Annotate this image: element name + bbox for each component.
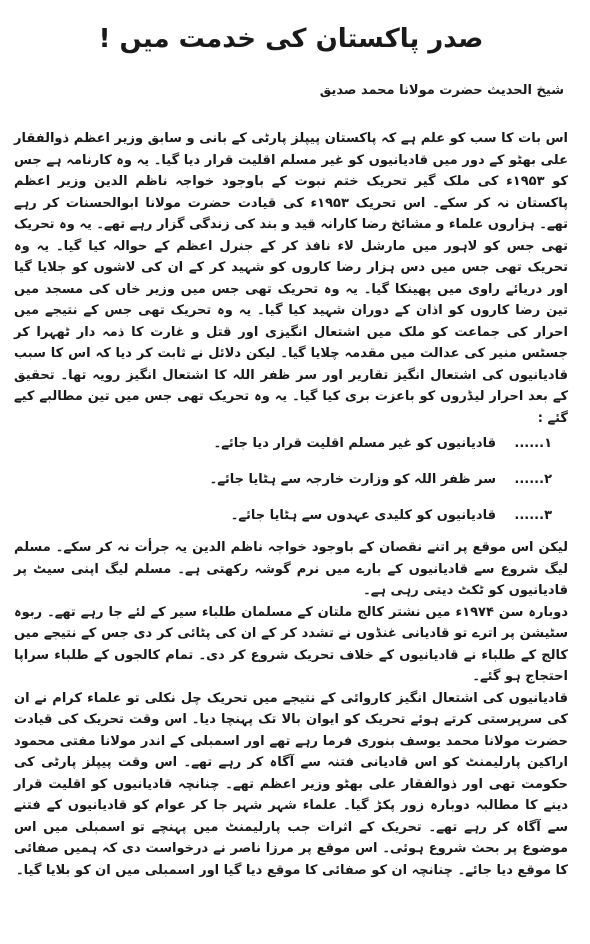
demand-item xyxy=(14,465,568,501)
demand-text: سر ظفر اللہ کو وزارت خارجہ سے ہٹایا جائے۔ xyxy=(209,472,496,487)
demand-number: ۳...... xyxy=(514,508,552,523)
demand-text: قادیانیوں کو غیر مسلم اقلیت قرار دیا جائے۔ xyxy=(213,436,496,451)
demand-number: ۲...... xyxy=(514,472,552,487)
demand-item xyxy=(14,501,568,537)
paragraph-intro: اس بات کا سب کو علم ہے کہ پاکستان پیپلز پارٹی کے بانی و سابق وزیر اعظم ذوالفقار علی بھٹو کے دور میں قادیانیوں کو غیر مسلم اقلیت قرار دیا گیا۔ یہ وہ کارنامہ ہے جس کو ۱۹۵۳ء کی ملک گیر تحریک ختم نبوت کے باوجود خواجہ ناظم الدین وزیر اعظم پاکستان نہ کر سکے۔ اس تحریک ۱۹۵۳ء کی قیادت حضرت مولانا ابوالحسنات کر رہے تھے۔ ہزاروں علماء و مشائخ رضا کارانہ قید و بند کی زندگی گزار رہے تھے۔ یہ وہ تحریک تھی جس کو لاہور میں مارشل لاء نافذ کر کے جنرل اعظم کے حوالہ کیا گیا۔ یہ وہ تحریک تھی جس میں دس ہزار رضا کاروں کو شہید کر کے ان کی لاشوں کو جلایا گیا اور دریائے راوی میں پھینکا گیا۔ یہ وہ تحریک تھی جس میں وزیر خاں کی مسجد میں تین رضا کاروں کو اذان کے دوران شہید کیا گیا۔ یہ وہ تحریک تھی جس کے نتیجے میں احرار کی جماعت کو ملک میں اشتعال انگیزی اور قتل و غارت کا ذمہ دار ٹھہرا کر جسٹس منیر کی عدالت میں مقدمہ چلایا گیا۔ لیکن دلائل نے ثابت کر دیا کہ اس کا سبب قادیانیوں کی اشتعال انگیز تقاریر اور سر ظفر اللہ کا اشتعال انگیز رویہ تھا۔ تحقیق کے بعد احرار لیڈروں کو باعزت بری کیا گیا۔ یہ وہ تحریک تھی جس میں تین مطالبے کیے گئے : xyxy=(14,131,568,426)
demand-item xyxy=(14,429,568,465)
paragraph-assembly: قادیانیوں کی اشتعال انگیز کاروائی کے نتیجے میں تحریک چل نکلی تو علماء کرام نے ان کی سرپرستی کرتے ہوئے تحریک کو ایوان بالا تک پہنچا دیا۔ اس وقت تحریک کی قیادت حضرت مولانا محمد یوسف بنوری فرما رہے تھے اور اسمبلی کے اندر مولانا مفتی محمود اراکین پارلیمنٹ کو اس قادیانی فتنہ سے آگاہ کر رہے تھے۔ اس وقت پیپلز پارٹی کی حکومت تھی اور ذوالفقار علی بھٹو وزیر اعظم تھے۔ چنانچہ قادیانیوں کو اقلیت قرار دینے کا مطالبہ دوبارہ زور پکڑ گیا۔ علماء شہر شہر جا کر عوام کو قادیانیوں کے فتنے سے آگاہ کر رہے تھے۔ تحریک کے اثرات جب پارلیمنٹ میں پہنچے تو اسمبلی میں اس موضوع پر بحث شروع ہوئی۔ اس موقع پر مرزا ناصر نے درخواست دی کہ ہمیں صفائی کا موقع دیا جائے۔ چنانچہ ان کو صفائی کا موقع دیا گیا اور اسمبلی میں ان کو بلایا گیا۔ xyxy=(14,690,568,878)
page-title: صدر پاکستان کی خدمت میں ! xyxy=(98,24,484,54)
demand-number: ۱...... xyxy=(514,436,552,451)
demands-list xyxy=(14,429,568,537)
paragraph-muslim-league: لیکن اس موقع پر اتنے نقصان کے باوجود خواجہ ناظم الدین یہ جرأت نہ کر سکے۔ مسلم لیگ شروع سے قادیانیوں کے بارے میں نرم گوشہ رکھتی ہے۔ مسلم لیگ اپنی سیٹ پر قادیانیوں کو ٹکٹ دیتی رہی ہے۔ xyxy=(14,540,568,598)
author-byline: شیخ الحدیث حضرت مولانا محمد صدیق xyxy=(319,83,564,98)
paragraph-1974-incident: دوبارہ سن ۱۹۷۴ء میں نشتر کالج ملتان کے مسلمان طلباء سیر کے لئے جا رہے تھے۔ ربوہ سٹیشن پر اترے تو قادیانی غنڈوں نے تشدد کر کے ان کی پٹائی کر دی جس کے نتیجے میں کالج کے طلباء نے قادیانیوں کے خلاف تحریک شروع کر دی۔ تمام کالجوں کے طلباء سراپا احتجاج ہو گئے۔ xyxy=(14,604,568,684)
demand-text: قادیانیوں کو کلیدی عہدوں سے ہٹایا جائے۔ xyxy=(230,508,496,523)
